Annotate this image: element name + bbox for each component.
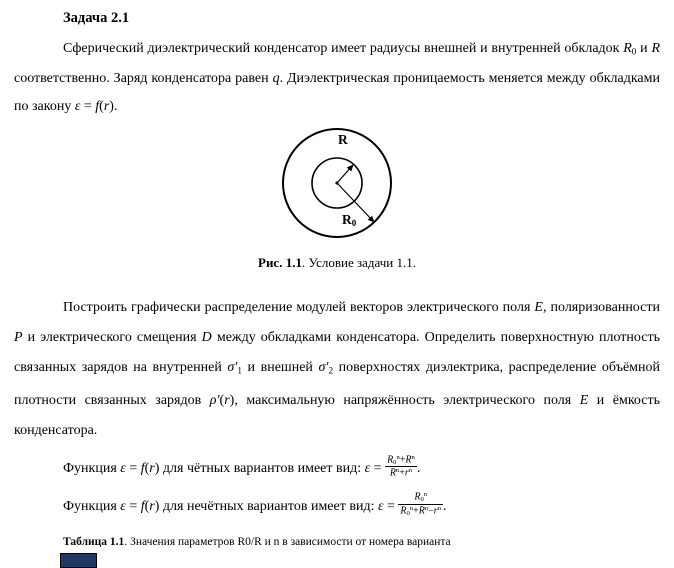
figure-caption bbox=[14, 255, 660, 271]
outer-radius-label: R0 bbox=[342, 212, 357, 229]
capacitor-figure bbox=[252, 125, 422, 247]
paragraph-task-description: Построить графически распределение модулей векторов электрического поля E, поляризованности P и электрического смещения D между обкладками конденсатора. Определить поверхностную плотность связанных зарядов на внутренней σ′1 и внешней σ′2 поверхностях диэлектрика, распределение объёмной плотности связанных зарядов ρ′(r), максимальную напряжённость электрического поля E и ёмкость конденсатора. bbox=[14, 300, 660, 438]
formula-odd-period: . bbox=[443, 498, 447, 514]
formula-odd-lead: Функция ε = f(r) для нечётных вариантов имеет вид: ε = bbox=[63, 498, 399, 514]
paragraph-problem-statement: Сферический диэлектрический конденсатор имеет радиусы внешней и внутренней обкладок R0 и R соответственно. Заряд конденсатора равен q. Диэлектрическая проницаемость меняется между обкладками по закону ε = f(r). bbox=[14, 41, 660, 115]
formula-even-lead: Функция ε = f(r) для чётных вариантов имеет вид: ε = bbox=[63, 460, 386, 476]
formula-even-fraction bbox=[385, 454, 417, 479]
fraction-numerator: $R0^n+R^n$ bbox=[387, 453, 415, 466]
formula-odd-variants bbox=[63, 492, 660, 522]
table-fragment-cell bbox=[60, 553, 97, 568]
table-caption-number: Таблица 1.1 bbox=[63, 535, 125, 548]
figure-caption-number: Рис. 1.1 bbox=[258, 255, 302, 271]
figure-caption-text: . Условие задачи 1.1. bbox=[301, 255, 416, 271]
formula-even-period: . bbox=[416, 460, 421, 476]
problem-title: Задача 2.1 bbox=[63, 10, 130, 26]
fraction-numerator: R0$^n$ bbox=[398, 491, 443, 505]
table-caption-text: . Значения параметров R0/R и n в зависимости от номера варианта bbox=[124, 535, 451, 548]
fraction-denominator: $R^n+r^n$ bbox=[389, 467, 413, 479]
inner-radius-label: R bbox=[338, 132, 348, 148]
formula-even-variants bbox=[63, 454, 660, 484]
table-caption bbox=[63, 536, 660, 548]
fraction-denominator: $R0^n+R^n-r^n$ bbox=[400, 504, 441, 517]
inner-radius-arrow bbox=[337, 165, 353, 183]
concentric-circles-diagram bbox=[252, 125, 422, 247]
formula-odd-fraction bbox=[398, 491, 443, 517]
